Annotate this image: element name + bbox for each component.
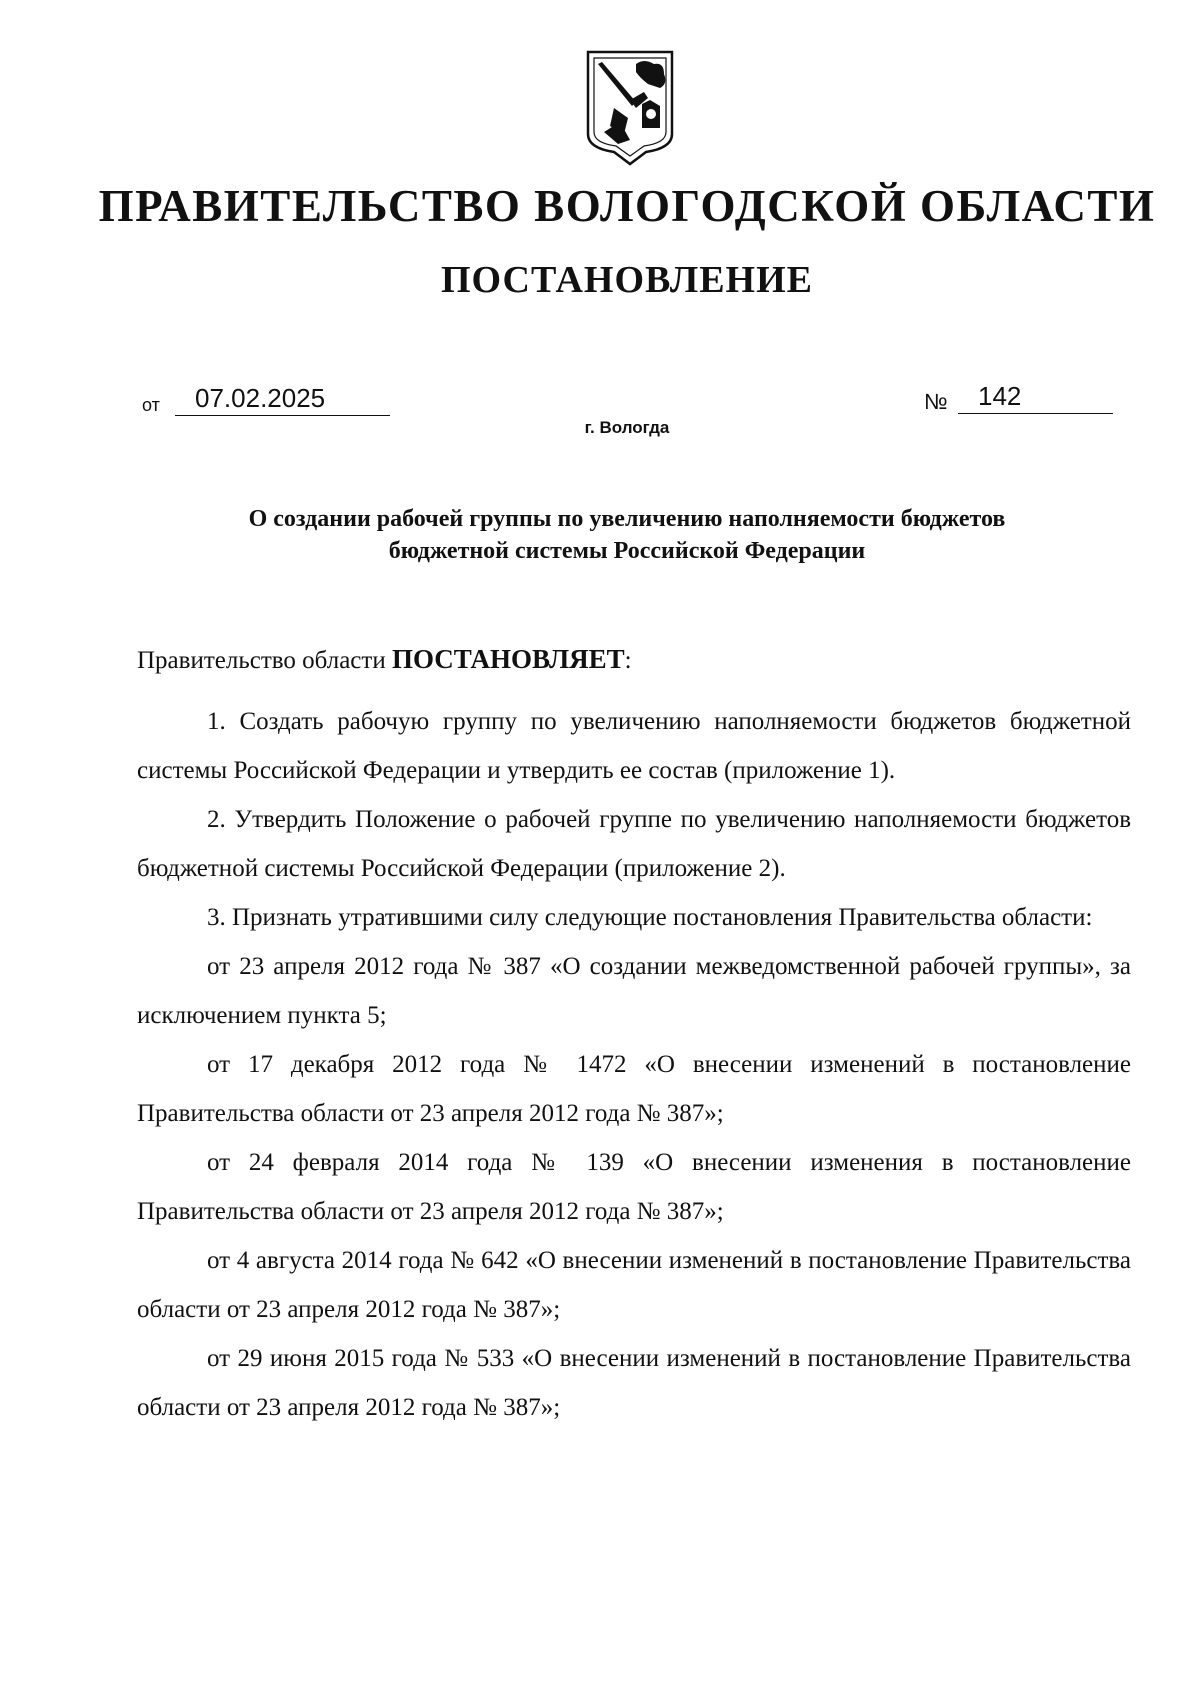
document-subject bbox=[150, 503, 1104, 567]
repealed-item: от 17 декабря 2012 года № 1472 «О внесении изменений в постановление Правительства области от 23 апреля 2012 года № 387»; bbox=[137, 1051, 1131, 1127]
document-date: 07.02.2025 bbox=[195, 383, 326, 413]
document-type: ПОСТАНОВЛЕНИЕ bbox=[440, 259, 814, 301]
document-number: 142 bbox=[978, 381, 1022, 411]
city-name: г. Вологда bbox=[584, 418, 670, 437]
date-underline bbox=[175, 383, 390, 416]
vologda-coat-of-arms-icon bbox=[584, 48, 676, 166]
number-underline bbox=[958, 381, 1113, 414]
paragraph: 2. Утвердить Положение о рабочей группе по увеличению наполняемости бюджетов бюджетной системы Российской Федерации (приложение 2). bbox=[137, 806, 1131, 882]
repealed-item: от 4 августа 2014 года № 642 «О внесении изменений в постановление Правительства области от 23 апреля 2012 года № 387»; bbox=[137, 1247, 1131, 1323]
decree-word: ПОСТАНОВЛЯЕТ bbox=[391, 644, 625, 674]
date-label: от bbox=[142, 395, 160, 415]
subject-line: бюджетной системы Российской Федерации bbox=[388, 538, 866, 564]
repealed-item: от 24 февраля 2014 года № 139 «О внесении изменения в постановление Правительства области от 23 апреля 2012 года № 387»; bbox=[137, 1149, 1131, 1225]
intro-suffix: : bbox=[624, 647, 632, 674]
document-body bbox=[137, 635, 1131, 1432]
decree-intro bbox=[137, 635, 1131, 685]
number-label: № bbox=[924, 389, 948, 414]
repealed-item: от 23 апреля 2012 года № 387 «О создании межведомственной рабочей группы», за исключением пункта 5; bbox=[137, 953, 1131, 1029]
government-title: ПРАВИТЕЛЬСТВО ВОЛОГОДСКОЙ ОБЛАСТИ bbox=[98, 181, 1156, 231]
paragraph: 3. Признать утратившими силу следующие постановления Правительства области: bbox=[207, 904, 1093, 931]
subject-line: О создании рабочей группы по увеличению наполняемости бюджетов bbox=[248, 506, 1006, 532]
repealed-item: от 29 июня 2015 года № 533 «О внесении изменений в постановление Правительства области от 23 апреля 2012 года № 387»; bbox=[137, 1345, 1131, 1421]
paragraph: 1. Создать рабочую группу по увеличению наполняемости бюджетов бюджетной системы Российской Федерации и утвердить ее состав (приложение 1). bbox=[137, 708, 1131, 784]
intro-prefix: Правительство области bbox=[137, 647, 392, 674]
